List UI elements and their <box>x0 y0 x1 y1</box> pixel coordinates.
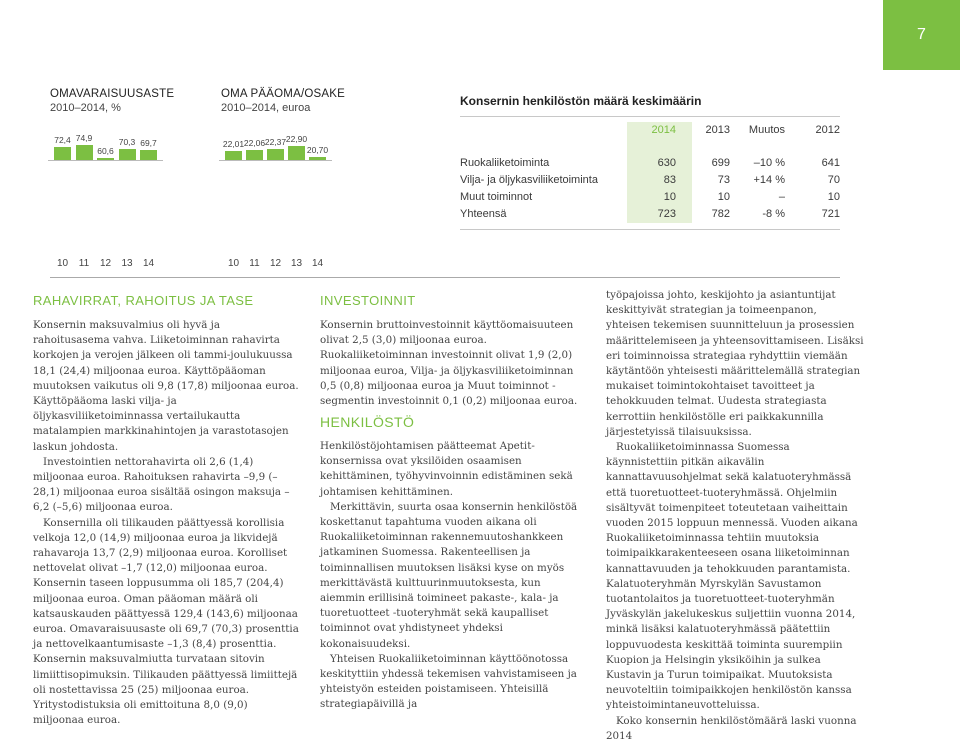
bar-13 <box>288 146 305 160</box>
cell-2013: 782 <box>711 208 730 220</box>
bar-value-label: 70,3 <box>118 137 136 148</box>
tick-label: 12 <box>269 258 282 269</box>
bar-value-label: 69,7 <box>140 137 157 148</box>
table-header-row <box>460 122 840 139</box>
paragraph: Konsernin bruttoinvestoinnit käyttöomaisuuteen olivat 2,5 (3,0) miljoonaa euroa. Ruokaliiketoiminnan investoinnit olivat 1,9 (2,0) miljoonaa euroa, Vilja- ja öljykasviliiketoiminnan 0,5 (0,8) miljoonaa euroa ja Muut toiminnot -segmentin investoinnit 0,1 (0,2) miljoonaa euroa. <box>320 319 578 408</box>
paragraph: Henkilöstöjohtamisen päätteemat Apetit-konsernissa ovat yksilöiden osaamisen kehittäminen, työhyvinvoinnin edistäminen sekä johtamisen kehittäminen. <box>320 440 573 498</box>
paragraph: Koko konsernin henkilöstömäärä laski vuonna 2014 <box>606 714 857 742</box>
cell-2014: 630 <box>657 157 676 169</box>
bar-value-label: 22,90 <box>285 134 308 145</box>
bar-11 <box>76 145 93 160</box>
bar-13 <box>119 149 136 160</box>
column-2-investments-text <box>320 318 584 409</box>
bar-value-label: 22,01 <box>222 138 245 149</box>
cell-2014: 83 <box>663 174 676 186</box>
paragraph: Konsernin maksuvalmius oli hyvä ja rahoitusasema vahva. Liiketoiminnan rahavirta korkojen ja verojen jälkeen oli tammi-joulukuussa 18,1 (24,4) miljoonaa euroa. Käyttöpääoman muutoksen vaikutus oli 9,8 (17,8) miljoonaa euroa. Käyttöpääoma laski vilja- ja öljykasviliiketoiminnassa vertailukautta matalampien markkinahintojen ja varastotasojen laskun johdosta. <box>33 319 299 453</box>
tick-label: 12 <box>99 258 112 269</box>
chart-right-subtitle: 2010–2014, euroa <box>221 102 311 114</box>
column-3-text <box>606 288 864 744</box>
paragraph: Investointien nettorahavirta oli 2,6 (1,4) miljoonaa euroa. Rahoituksen rahavirta –9,9 (–28,1) miljoonaa euroa sisältää osingon maksuja –6,2 (–5,6) miljoonaa euroa. <box>33 455 290 514</box>
bar-value-label: 72,4 <box>54 135 71 146</box>
cell-2013: 73 <box>717 174 730 186</box>
cell-2012: 641 <box>821 157 840 169</box>
bar-11 <box>246 150 263 160</box>
x-axis-line <box>48 160 163 161</box>
cell-2013: 10 <box>717 191 730 203</box>
tick-label: 10 <box>227 258 240 269</box>
heading-cashflow: RAHAVIRRAT, RAHOITUS JA TASE <box>33 293 254 308</box>
paragraph: Konsernilla oli tilikauden päättyessä korollisia velkoja 12,0 (14,9) miljoonaa euroa ja likvidejä rahavaroja 13,7 (2,9) miljoonaa euroa. Korolliset nettovelat olivat –1,7 (12,0) miljoonaa euroa. Konsernin taseen loppusumma oli 185,7 (204,4) miljoonaa euroa. Oman pääoman määrä oli katsauskauden päättyessä 129,4 (143,6) miljoonaa euroa. Omavaraisuusaste oli 69,7 (70,3) prosenttia ja nettovelkaantumisaste –1,3 (8,4) prosenttia. Konsernin maksuvalmiutta turvataan sitovin limiittisopimuksin. Tilikauden päättyessä limiittejä oli nostettavissa 25 (25) miljoonaa euroa. Yritystodistuksia oli emittoituna 8,0 (9,0) miljoonaa euroa. <box>33 516 299 727</box>
table-row <box>460 189 840 206</box>
header-2014: 2014 <box>651 124 676 136</box>
table-row <box>460 172 840 189</box>
bar-value-label: 22,37 <box>264 136 287 147</box>
chart-left-subtitle: 2010–2014, % <box>50 102 121 114</box>
tick-label: 14 <box>311 258 324 269</box>
cell-2013: 699 <box>711 157 730 169</box>
table-row <box>460 155 840 172</box>
cell-2012: 70 <box>827 174 840 186</box>
paragraph: Yhteisen Ruokaliiketoiminnan käyttöönotossa keskityttiin yhdessä tekemisen vahvistamiseen ja yhteistyön esteiden poistamiseen. Yhteisillä strategiapäivillä ja <box>320 652 577 711</box>
cell-change: –10 % <box>753 157 785 169</box>
paragraph: Ruokaliiketoiminnassa Suomessa käynnistettiin pitkän aikavälin kannattavuusohjelmat sekä kalatuoteryhmässä että tuoretuotteet-tuoteryhmässä. Ohjelmiin sisältyvät toimenpiteet toteutetaan vaiheittain vuoden 2015 loppuun mennessä. Vuoden aikana Ruokaliiketoiminnassa tehtiin muutoksia toimipaikkarakenteeseen osana liiketoiminnan kannattavuuden ja tehokkuuden parantamista. Kalatuoteryhmän Myrskylän Savustamon tuotantolaitos ja tuoretuotteet-tuoteryhmän Jyväskylän jakelukeskus suljettiin vuonna 2014, minkä lisäksi kalatuoteryhmässä päätettiin loppuvuodesta keskittää toiminta suurempiin Kuopion ja Helsingin yksiköihin ja sulkea Kustavin ja Turun toimipaikat. Muutoksista neuvoteltiin toimipaikkojen henkilöstön kanssa yhteistoimintaneuvotteluissa. <box>606 441 858 712</box>
tick-label: 10 <box>56 258 69 269</box>
bar-value-label: 22,06 <box>243 138 266 149</box>
tick-label: 13 <box>290 258 303 269</box>
bar-value-label: 60,6 <box>97 145 114 156</box>
table-top-rule <box>460 116 840 117</box>
heading-personnel: HENKILÖSTÖ <box>320 414 415 430</box>
header-change: Muutos <box>748 124 785 136</box>
paragraph: työpajoissa johto, keskijohto ja asiantuntijat keskittyivät strategian ja toimeenpanon, yhteisen tekemisen suunnitteluun ja prosessien määrittelemiseen ja yhteensovittamiseen. Lisäksi eri toiminnoissa strategiaa ryhdyttiin viemään käytäntöön yhteisesti määrittelemällä strategian mukaiset toimintokohtaiset tavoitteet ja tehokkuuden telmat. Uudesta strategiasta kerrottiin henkilöstölle eri paikkakunnilla järjestetyissä tilaisuuksissa. <box>606 289 864 438</box>
chart-right-title: OMA PÄÄOMA/OSAKE <box>221 88 345 100</box>
highlight-column <box>627 172 692 189</box>
highlight-column <box>627 139 692 155</box>
highlight-column <box>627 189 692 206</box>
row-label: Muut toiminnot <box>460 191 533 203</box>
cell-2014: 10 <box>663 191 676 203</box>
bar-10 <box>54 147 71 160</box>
x-axis-line <box>219 160 332 161</box>
cell-change: – <box>778 191 785 203</box>
row-label: Yhteensä <box>460 208 507 220</box>
bar-value-label: 74,9 <box>75 132 93 143</box>
paragraph: Merkittävin, suurta osaa konsernin henkilöstöä koskettanut tapahtuma vuoden aikana oli Ruokaliiketoiminnan rakennemuutoshankkeen jatkaminen Suomessa. Rakenteellisen ja toiminnallisen muutoksen lisäksi kyse on myös merkittävästä kulttuurinmuutoksesta, kun aiemmin erillisinä toimineet pakaste-, kala- ja tuoretuotteet -tuoteryhmät sekä kaupalliset toiminnot ovat yhdistyneet yhdeksi kokonaisuudeksi. <box>320 500 578 650</box>
page-number-badge <box>883 0 960 70</box>
row-label: Vilja- ja öljykasviliiketoiminta <box>460 174 598 186</box>
table-row <box>460 206 840 223</box>
heading-investments: INVESTOINNIT <box>320 293 416 308</box>
page-number: 7 <box>917 26 926 43</box>
bar-10 <box>225 151 242 160</box>
cell-2014: 723 <box>657 208 676 220</box>
tick-label: 11 <box>249 258 260 269</box>
cell-change: +14 % <box>753 174 785 186</box>
section-divider <box>50 277 840 278</box>
table-spacer-row <box>460 139 840 155</box>
chart-right <box>222 134 345 269</box>
cell-change: -8 % <box>762 208 785 220</box>
cell-2012: 721 <box>821 208 840 220</box>
column-2-personnel-text <box>320 439 584 713</box>
tick-label: 13 <box>121 258 133 269</box>
header-2013: 2013 <box>705 124 730 136</box>
header-2012: 2012 <box>815 124 840 136</box>
table-bottom-rule <box>460 229 840 230</box>
bar-12 <box>267 149 284 160</box>
staff-table-title: Konsernin henkilöstön määrä keskimäärin <box>460 94 702 108</box>
row-label: Ruokaliiketoiminta <box>460 157 550 169</box>
bar-14 <box>140 150 157 160</box>
chart-left-title: OMAVARAISUUSASTE <box>50 88 175 100</box>
column-1-text <box>33 318 299 728</box>
cell-2012: 10 <box>827 191 840 203</box>
chart-left <box>54 132 164 269</box>
tick-label: 14 <box>142 258 155 269</box>
bar-value-label: 20,70 <box>306 145 329 156</box>
tick-label: 11 <box>78 258 90 269</box>
